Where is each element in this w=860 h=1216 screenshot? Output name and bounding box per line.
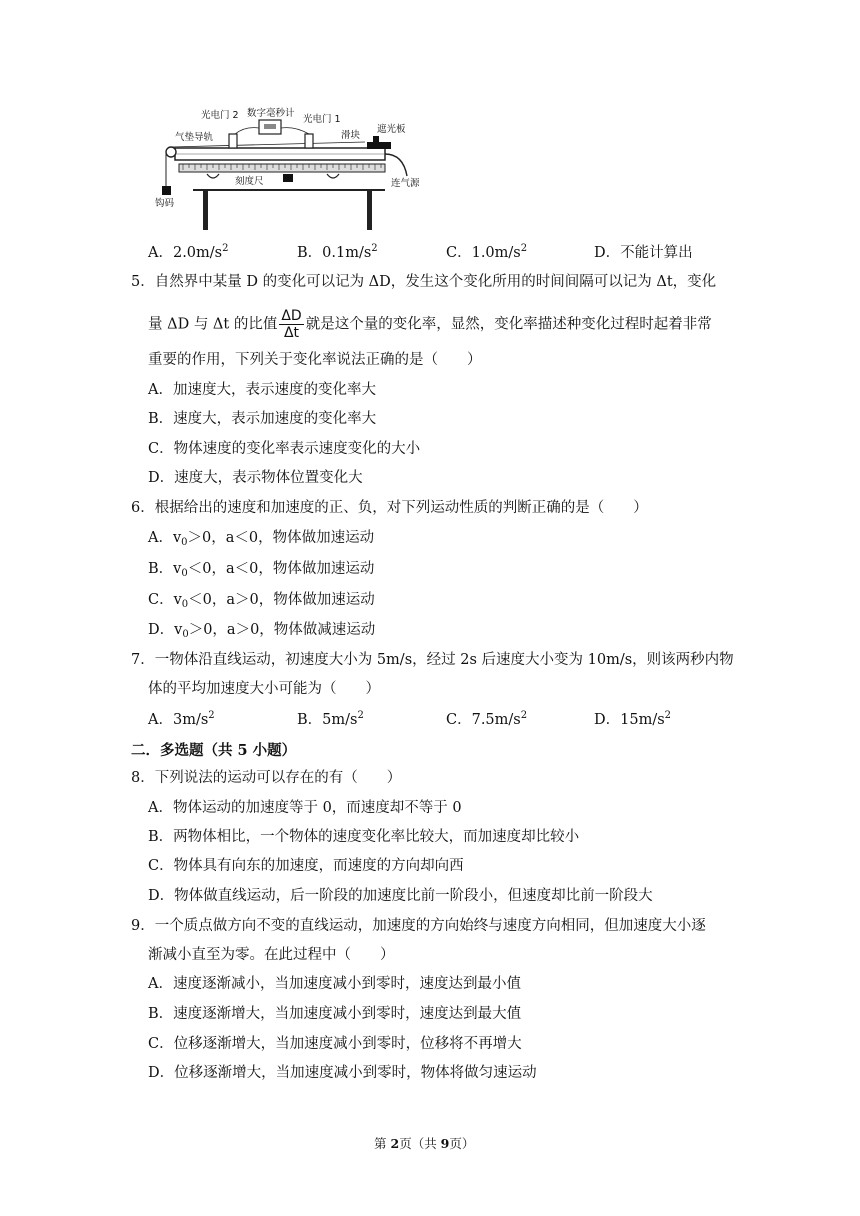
label-gate2: 光电门 2 (201, 110, 239, 121)
q8-option-d[interactable]: D．物体做直线运动，后一阶段的加速度比前一阶段小，但速度却比前一阶段大 (148, 888, 653, 904)
q6-option-c[interactable]: C．$v_0<0$，a＞0，物体做加速运动 (148, 592, 375, 610)
air-track-apparatus-figure (155, 104, 455, 230)
q7-stem-line1: 7．一物体沿直线运动，初速度大小为 5m/s，经过 2s 后速度大小变为 10m/s，则该两秒内物 (131, 652, 734, 668)
page-number: 2 (390, 1136, 400, 1151)
q6-option-d[interactable]: D．$v_0>0$，a＞0，物体做减速运动 (148, 622, 376, 640)
q5-option-a[interactable]: A．加速度大，表示速度的变化率大 (148, 382, 376, 398)
q6-option-b[interactable]: B．$v_0<0$，a＜0，物体做加速运动 (148, 561, 375, 579)
page-total: 9 (440, 1136, 450, 1151)
q4-option-b[interactable]: B．$0.1m/s^2$ (297, 243, 378, 261)
q9-stem-line2: 渐减小直至为零。在此过程中（ ） (148, 947, 395, 963)
q5-stem-line2: 量 ΔD 与 Δt 的比值 $\frac{\Delta D}{\Delta t}$ 就是这个量的变化率，显然，变化率描述种变化过程时起着非常 (148, 308, 712, 341)
q7-stem-line2: 体的平均加速度大小可能为（ ） (148, 681, 380, 697)
q5-option-b[interactable]: B．速度大，表示加速度的变化率大 (148, 411, 377, 427)
q9-stem-line1: 9．一个质点做方向不变的直线运动，加速度的方向始终与速度方向相同，但加速度大小逐 (131, 918, 706, 934)
table-leg-left (203, 190, 208, 230)
q8-stem: 8．下列说法的运动可以存在的有（ ） (131, 770, 402, 786)
label-shade: 遮光板 (377, 124, 406, 135)
q5-stem-line3: 重要的作用，下列关于变化率说法正确的是（ ） (148, 352, 482, 368)
label-slider: 滑块 (341, 130, 361, 141)
q8-option-a[interactable]: A．物体运动的加速度等于 0，而速度却不等于 0 (148, 800, 462, 816)
q7-option-c[interactable]: C．$7.5m/s^2$ (446, 710, 528, 728)
label-timer: 数字毫秒计 (247, 108, 295, 119)
ruler (179, 164, 385, 172)
photogate-2 (229, 134, 237, 148)
page-footer: 第 2页（共 9页） (374, 1136, 475, 1151)
label-scale: 刻度尺 (235, 176, 264, 187)
q4-option-d[interactable]: D．不能计算出 (594, 245, 693, 261)
section-heading-multiple-choice: 二．多选题（共 5 小题） (131, 742, 297, 759)
hanging-weight (162, 186, 171, 195)
q6-stem: 6．根据给出的速度和加速度的正、负，对下列运动性质的判断正确的是（ ） (131, 500, 648, 516)
delta-d-over-delta-t-fraction: $\frac{\Delta D}{\Delta t}$ (281, 308, 302, 341)
q9-option-c[interactable]: C．位移逐渐增大，当加速度减小到零时，位移将不再增大 (148, 1036, 522, 1052)
q4-option-c[interactable]: C．$1.0m/s^2$ (446, 243, 528, 261)
pulley (166, 147, 176, 157)
q7-option-a[interactable]: A．$3m/s^2$ (148, 710, 215, 728)
shading-plate (373, 136, 379, 142)
q8-option-b[interactable]: B．两物体相比，一个物体的速度变化率比较大，而加速度却比较小 (148, 829, 580, 845)
photogate-1 (305, 134, 313, 148)
q9-option-a[interactable]: A．速度逐渐减小，当加速度减小到零时，速度达到最小值 (148, 976, 521, 992)
label-weight: 钩码 (155, 198, 175, 209)
q7-option-d[interactable]: D．$15m/s^2$ (594, 710, 672, 728)
q9-option-d[interactable]: D．位移逐渐增大，当加速度减小到零时，物体将做匀速运动 (148, 1065, 537, 1081)
label-track: 气垫导轨 (175, 132, 214, 143)
q8-option-c[interactable]: C．物体具有向东的加速度，而速度的方向却向西 (148, 858, 464, 874)
slider (367, 142, 391, 149)
q7-option-b[interactable]: B．$5m/s^2$ (297, 710, 364, 728)
air-hose (385, 154, 407, 176)
q5-option-c[interactable]: C．物体速度的变化率表示速度变化的大小 (148, 441, 421, 457)
q5-option-d[interactable]: D．速度大，表示物体位置变化大 (148, 470, 363, 486)
q9-option-b[interactable]: B．速度逐渐增大，当加速度减小到零时，速度达到最大值 (148, 1006, 522, 1022)
label-gate1: 光电门 1 (303, 114, 341, 125)
label-air: 连气源 (391, 178, 420, 189)
table-leg-right (367, 190, 372, 230)
q5-stem-line1: 5．自然界中某量 D 的变化可以记为 ΔD，发生这个变化所用的时间间隔可以记为 Δt，变化 (131, 274, 717, 290)
q4-option-a[interactable]: A．$2.0m/s^2$ (148, 243, 229, 261)
q6-option-a[interactable]: A．$v_0>0$，a＜0，物体做加速运动 (148, 530, 375, 548)
